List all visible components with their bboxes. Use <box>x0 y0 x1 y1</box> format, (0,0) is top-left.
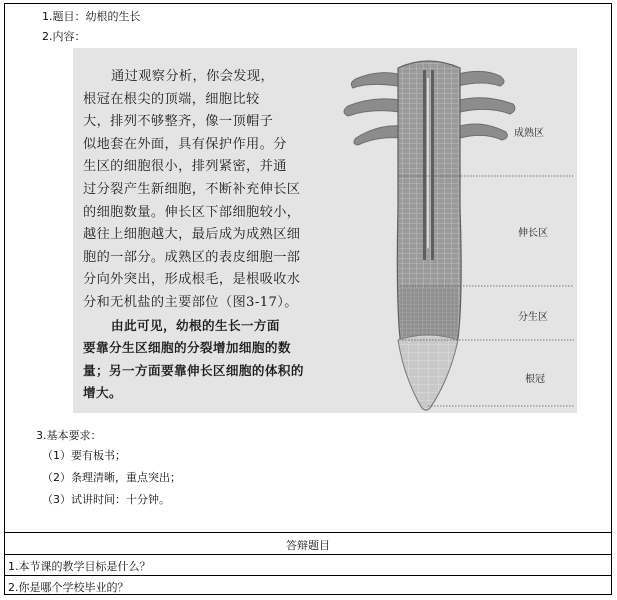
defense-question: 2.你是哪个学校毕业的？ <box>8 581 129 594</box>
conclusion-line: 由此可见，幼根的生长一方面 <box>111 317 280 333</box>
conclusion-line: 要靠分生区细胞的分裂增加细胞的数 <box>83 340 291 356</box>
passage-line: 根冠在根尖的顶端，细胞比较 <box>83 91 260 107</box>
section-divider <box>4 575 612 576</box>
requirement-item: （2）条理清晰，重点突出； <box>42 471 181 484</box>
zone-label-elongation: 伸长区 <box>518 228 548 239</box>
requirements-title: 3.基本要求： <box>36 429 102 442</box>
passage-line: 胞的一部分。成熟区的表皮细胞一部 <box>83 249 301 265</box>
topic-line: 1.题目：幼根的生长 <box>42 10 141 23</box>
requirement-item: （3）试讲时间：十分钟。 <box>42 493 170 506</box>
passage-line: 通过观察分析，你会发现， <box>111 69 275 84</box>
conclusion-line: 增大。 <box>83 385 122 401</box>
zone-label-maturation: 成熟区 <box>514 128 544 139</box>
defense-question: 1.本节课的教学目标是什么？ <box>8 560 151 573</box>
passage-line: 的细胞数量。伸长区下部细胞较小， <box>83 204 301 220</box>
zone-label-meristem: 分生区 <box>518 312 548 323</box>
passage-line: 生区的细胞很小，排列紧密，并通 <box>83 159 287 175</box>
defense-title: 答辩题目 <box>286 539 330 552</box>
requirement-item: （1）要有板书； <box>42 449 126 462</box>
section-divider <box>4 532 612 533</box>
passage-line: 越往上细胞越大，最后成为成熟区细 <box>83 227 301 243</box>
passage-line: 分向外突出，形成根毛，是根吸收水 <box>83 272 301 288</box>
conclusion-line: 量；另一方面要靠伸长区细胞的体积的 <box>83 362 304 378</box>
textbook-excerpt <box>73 48 577 413</box>
textbook-passage <box>83 66 351 405</box>
zone-label-root-cap: 根冠 <box>525 374 545 385</box>
passage-line: 过分裂产生新细胞，不断补充伸长区 <box>83 181 301 197</box>
passage-line: 大，排列不够整齐，像一顶帽子 <box>83 114 274 130</box>
passage-line: 似地套在外面，具有保护作用。分 <box>83 136 287 152</box>
passage-line: 分和无机盐的主要部位（图3-17）。 <box>83 294 298 310</box>
section-divider <box>4 554 612 555</box>
content-label: 2.内容： <box>42 30 86 43</box>
root-cap <box>398 335 458 410</box>
